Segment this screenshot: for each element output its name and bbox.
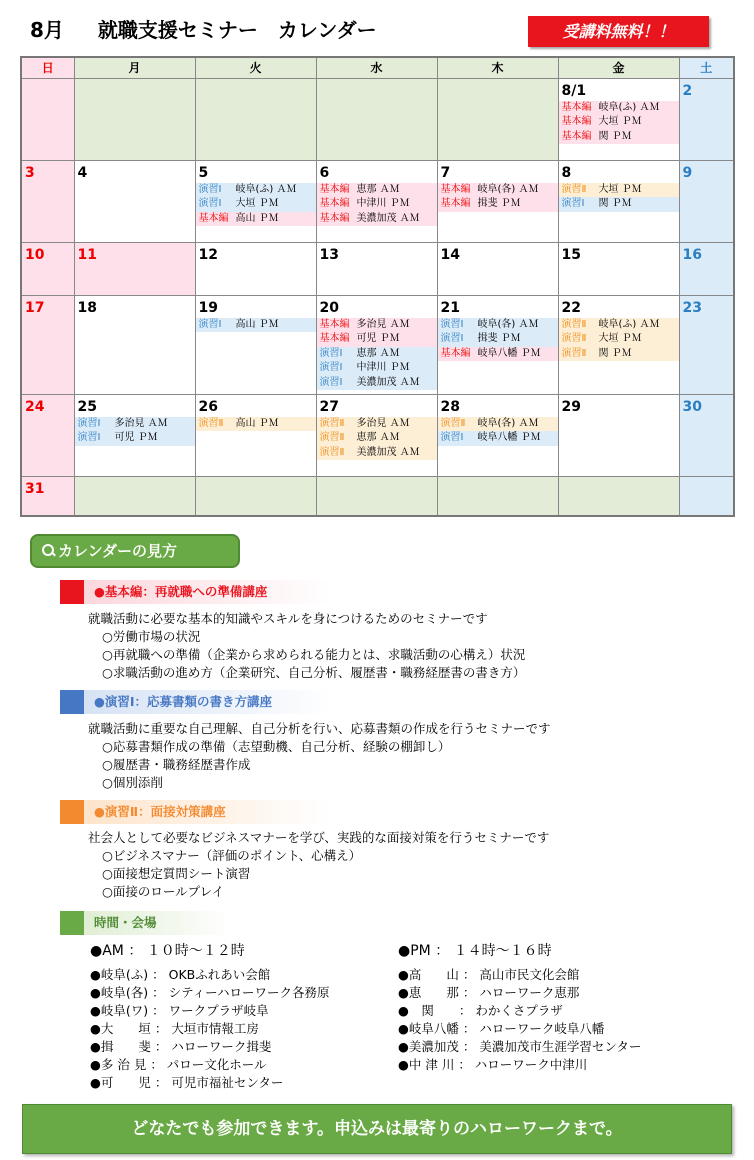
seminar-location: 恵那 ＡＭ: [356, 347, 400, 359]
seminar-event: [196, 212, 316, 227]
seminar-event: [196, 417, 316, 432]
section-ex1-desc: [88, 720, 551, 792]
venue-item: ●中 津 川 ： ハローワーク中津川: [398, 1057, 588, 1072]
calendar-guide-button: [30, 534, 240, 568]
seminar-tag: 演習Ⅱ: [440, 417, 466, 429]
venue-item: ●大 垣 ： 大垣市情報工房: [90, 1021, 259, 1036]
section-ex1-item: ○応募書類作成の準備（志望動機、自己分析、経験の棚卸し）: [102, 739, 451, 754]
time-am: ●AM ： １０時～１２時: [90, 943, 245, 959]
seminar-event: [196, 183, 316, 198]
calendar-day-cell: [74, 160, 195, 242]
seminar-tag: 基本編: [319, 333, 350, 344]
seminar-event: [438, 197, 558, 212]
section-ex2-title: ●演習Ⅱ：面接対策講座: [84, 800, 332, 824]
calendar-day-cell: [195, 160, 316, 242]
calendar-day-cell: [316, 295, 437, 394]
seminar-event: [317, 431, 437, 446]
seminar-event: [75, 431, 195, 446]
calendar-day-cell: [195, 476, 316, 516]
green-square-icon: [60, 911, 84, 935]
seminar-event: [559, 115, 679, 130]
section-ex1-title: ●演習Ⅰ：応募書類の書き方講座: [84, 690, 332, 714]
calendar-day-cell: [316, 394, 437, 476]
day-number: 24: [25, 398, 45, 415]
section-ex2-item: ○面接想定質問シート演習: [102, 866, 251, 881]
section-basic-header: [60, 580, 332, 604]
venue-list-left: [90, 942, 329, 1092]
day-number: 12: [198, 246, 218, 263]
calendar-week-row: [21, 78, 734, 160]
seminar-tag: 基本編: [319, 318, 350, 330]
seminar-event: [196, 318, 316, 333]
seminar-tag: 演習Ⅱ: [561, 318, 587, 330]
day-number: 6: [319, 164, 330, 181]
calendar-day-cell: [195, 242, 316, 295]
seminar-event: [438, 332, 558, 347]
calendar-day-cell: [74, 78, 195, 160]
section-basic-title: ●基本編：再就職への準備講座: [84, 580, 332, 604]
calendar-day-cell: [316, 160, 437, 242]
calendar-day-cell: [74, 242, 195, 295]
seminar-tag: 基本編: [198, 212, 229, 224]
seminar-location: 大垣 ＰＭ: [598, 183, 642, 195]
weekday-fri: 金: [558, 57, 679, 78]
calendar-day-cell: [558, 160, 679, 242]
seminar-event: [317, 197, 437, 212]
seminar-tag: 演習Ⅰ: [198, 198, 222, 209]
seminar-tag: 演習Ⅰ: [77, 417, 101, 429]
section-ex1-item: ○履歴書・職務経歴書作成: [102, 757, 251, 772]
section-basic-item: ○再就職への準備（企業から求められる能力とは、求職活動の心構え）状況: [102, 647, 526, 662]
day-number: 5: [198, 164, 209, 181]
seminar-event: [559, 332, 679, 347]
seminar-location: 岐阜八幡 ＰＭ: [477, 432, 541, 443]
venue-item: ●多 治 見 ： パロー文化ホール: [90, 1057, 267, 1072]
section-ex1-lead: 就職活動に重要な自己理解、自己分析を行い、応募書類の作成を行うセミナーです: [88, 721, 551, 736]
seminar-tag: 演習Ⅰ: [319, 347, 343, 359]
seminar-location: 恵那 ＡＭ: [356, 432, 400, 443]
seminar-location: 中津川 ＰＭ: [356, 362, 410, 373]
section-ex2-desc: [88, 829, 549, 901]
calendar-day-cell: [74, 394, 195, 476]
seminar-tag: 演習Ⅰ: [77, 432, 101, 443]
seminar-location: 関 ＰＭ: [598, 130, 632, 142]
seminar-tag: 演習Ⅰ: [561, 198, 585, 209]
weekday-tue: 火: [195, 57, 316, 78]
seminar-tag: 演習Ⅱ: [561, 183, 587, 195]
search-icon: [42, 544, 56, 558]
seminar-location: 美濃加茂 ＡＭ: [356, 212, 420, 224]
seminar-event: [317, 417, 437, 432]
day-number: 8: [561, 164, 572, 181]
seminar-location: 多治見 ＡＭ: [356, 318, 410, 330]
section-ex1-item: ○個別添削: [102, 775, 163, 790]
seminar-tag: 演習Ⅰ: [319, 376, 343, 388]
day-number: 10: [25, 246, 45, 263]
seminar-location: 揖斐 ＰＭ: [477, 198, 521, 209]
seminar-tag: 演習Ⅱ: [319, 417, 345, 429]
seminar-event: [317, 376, 437, 391]
title-text: 就職支援セミナー カレンダー: [97, 18, 377, 42]
weekday-mon: 月: [74, 57, 195, 78]
day-number: 7: [440, 164, 451, 181]
venue-item: ●恵 那 ： ハローワーク恵那: [398, 985, 580, 1000]
section-ex2-item: ○面接のロールプレイ: [102, 884, 225, 899]
seminar-location: 多治見 ＡＭ: [356, 417, 410, 429]
section-ex2-lead: 社会人として必要なビジネスマナーを学び、実践的な面接対策を行うセミナーです: [88, 830, 550, 845]
venue-item: ●可 児 ： 可児市福祉センター: [90, 1075, 284, 1090]
seminar-tag: 演習Ⅰ: [440, 432, 464, 443]
day-number: 29: [561, 398, 581, 415]
day-number: 15: [561, 246, 581, 263]
seminar-tag: 演習Ⅱ: [319, 446, 345, 458]
seminar-tag: 演習Ⅱ: [561, 347, 587, 359]
venue-item: ●岐阜(各) ： シティーハローワーク各務原: [90, 985, 330, 1000]
seminar-event: [196, 197, 316, 212]
seminar-event: [317, 332, 437, 347]
calendar-guide-label: カレンダーの見方: [58, 542, 178, 560]
calendar-day-cell: [21, 476, 74, 516]
venue-item: ●揖 斐 ： ハローワーク揖斐: [90, 1039, 272, 1054]
calendar-table: [20, 56, 735, 517]
seminar-event: [559, 318, 679, 333]
calendar-day-cell: [437, 160, 558, 242]
seminar-event: [438, 318, 558, 333]
day-number: 30: [682, 398, 702, 415]
seminar-event: [317, 446, 437, 461]
free-badge: 受講料無料！！: [528, 16, 709, 47]
calendar-day-cell: [21, 78, 74, 160]
seminar-tag: 演習Ⅰ: [440, 318, 464, 330]
seminar-event: [559, 101, 679, 116]
day-number: 22: [561, 299, 581, 316]
seminar-location: 岐阜(各) ＡＭ: [477, 183, 539, 195]
section-venue-title: 時間・会場: [84, 911, 230, 935]
seminar-tag: 基本編: [319, 212, 350, 224]
venue-item: ●岐阜(ふ) ： OKBふれあい会館: [90, 967, 271, 982]
seminar-event: [438, 347, 558, 362]
calendar-day-cell: [558, 242, 679, 295]
calendar-day-cell: [437, 295, 558, 394]
venue-item: ●岐阜(ワ) ： ワークプラザ岐阜: [90, 1003, 269, 1018]
seminar-event: [317, 361, 437, 376]
seminar-event: [317, 347, 437, 362]
calendar-day-cell: [21, 242, 74, 295]
seminar-location: 揖斐 ＰＭ: [477, 333, 521, 344]
calendar-day-cell: [558, 476, 679, 516]
calendar-day-cell: [679, 476, 734, 516]
day-number: 9: [682, 164, 693, 181]
seminar-location: 大垣 ＰＭ: [598, 116, 642, 127]
calendar-day-cell: [316, 242, 437, 295]
calendar-day-cell: [195, 394, 316, 476]
seminar-location: 大垣 ＰＭ: [598, 333, 642, 344]
seminar-event: [559, 347, 679, 362]
seminar-event: [438, 417, 558, 432]
day-number: 4: [77, 164, 88, 181]
venue-item: ●美濃加茂 ： 美濃加茂市生涯学習センター: [398, 1039, 642, 1054]
day-number: 20: [319, 299, 339, 316]
page-header: [0, 0, 754, 56]
section-basic-item: ○求職活動の進め方（企業研究、自己分析、履歴書・職務経歴書の書き方）: [102, 665, 526, 680]
day-number: 14: [440, 246, 460, 263]
weekday-sat: 土: [679, 57, 734, 78]
seminar-tag: 基本編: [561, 116, 592, 127]
calendar-day-cell: [437, 476, 558, 516]
seminar-location: 可児 ＰＭ: [356, 333, 400, 344]
day-number: 23: [682, 299, 702, 316]
calendar-day-cell: [679, 78, 734, 160]
seminar-event: [317, 183, 437, 198]
seminar-event: [559, 130, 679, 145]
seminar-tag: 演習Ⅱ: [319, 432, 345, 443]
section-ex2-item: ○ビジネスマナー（評価のポイント、心構え）: [102, 848, 362, 863]
seminar-location: 恵那 ＡＭ: [356, 183, 400, 195]
day-number: 18: [77, 299, 97, 316]
calendar-day-cell: [558, 78, 679, 160]
day-number: 27: [319, 398, 339, 415]
calendar-day-cell: [74, 295, 195, 394]
calendar-week-row: [21, 476, 734, 516]
day-number: 28: [440, 398, 460, 415]
seminar-tag: 基本編: [319, 183, 350, 195]
seminar-tag: 演習Ⅰ: [440, 333, 464, 344]
seminar-event: [438, 431, 558, 446]
venue-list-right: [398, 942, 641, 1074]
calendar-week-row: [21, 242, 734, 295]
day-number: 17: [25, 299, 45, 316]
seminar-location: 岐阜(ふ) ＡＭ: [598, 318, 660, 330]
weekday-header-row: [21, 57, 734, 78]
seminar-location: 美濃加茂 ＡＭ: [356, 376, 420, 388]
calendar-week-row: [21, 160, 734, 242]
day-number: 11: [77, 246, 97, 263]
seminar-event: [75, 417, 195, 432]
seminar-tag: 演習Ⅰ: [198, 183, 222, 195]
seminar-location: 関 ＰＭ: [598, 198, 632, 209]
seminar-event: [559, 197, 679, 212]
seminar-tag: 演習Ⅰ: [198, 318, 222, 330]
seminar-event: [559, 183, 679, 198]
seminar-tag: 演習Ⅱ: [198, 417, 224, 429]
seminar-tag: 基本編: [440, 183, 471, 195]
seminar-location: 関 ＰＭ: [598, 347, 632, 359]
day-number: 13: [319, 246, 339, 263]
seminar-tag: 基本編: [440, 198, 471, 209]
time-pm: ●PM ： １４時～１６時: [398, 943, 552, 959]
day-number: 26: [198, 398, 218, 415]
seminar-tag: 演習Ⅰ: [319, 362, 343, 373]
seminar-location: 中津川 ＰＭ: [356, 198, 410, 209]
day-number: 16: [682, 246, 702, 263]
seminar-location: 美濃加茂 ＡＭ: [356, 446, 420, 458]
calendar-day-cell: [21, 160, 74, 242]
seminar-location: 可児 ＰＭ: [114, 432, 158, 443]
section-basic-item: ○労働市場の状況: [102, 629, 201, 644]
calendar-day-cell: [195, 295, 316, 394]
seminar-tag: 基本編: [440, 347, 471, 359]
seminar-location: 岐阜(各) ＡＭ: [477, 318, 539, 330]
venue-item: ●高 山 ： 高山市民文化会館: [398, 967, 580, 982]
seminar-tag: 基本編: [561, 101, 592, 113]
seminar-event: [317, 212, 437, 227]
seminar-location: 高山 ＰＭ: [235, 318, 279, 330]
day-number: 19: [198, 299, 218, 316]
calendar-day-cell: [21, 295, 74, 394]
day-number: 21: [440, 299, 460, 316]
calendar-day-cell: [679, 295, 734, 394]
section-ex1-header: [60, 690, 332, 714]
blue-square-icon: [60, 690, 84, 714]
page-title: [30, 14, 377, 43]
seminar-location: 高山 ＰＭ: [235, 417, 279, 429]
calendar-week-row: [21, 394, 734, 476]
calendar-day-cell: [74, 476, 195, 516]
calendar-day-cell: [21, 394, 74, 476]
seminar-location: 岐阜(各) ＡＭ: [477, 417, 539, 429]
venue-item: ●岐阜八幡 ： ハローワーク岐阜八幡: [398, 1021, 605, 1036]
seminar-location: 岐阜(ふ) ＡＭ: [598, 101, 660, 113]
month-label: 8月: [30, 18, 64, 42]
calendar-day-cell: [679, 394, 734, 476]
calendar-week-row: [21, 295, 734, 394]
seminar-location: 岐阜八幡 ＰＭ: [477, 347, 541, 359]
calendar-day-cell: [679, 242, 734, 295]
seminar-tag: 演習Ⅱ: [561, 333, 587, 344]
section-ex2-header: [60, 800, 332, 824]
calendar-day-cell: [437, 78, 558, 160]
day-number: 25: [77, 398, 97, 415]
weekday-wed: 水: [316, 57, 437, 78]
day-number: 8/1: [561, 82, 587, 99]
calendar-day-cell: [316, 78, 437, 160]
seminar-tag: 基本編: [319, 198, 350, 209]
calendar-day-cell: [437, 242, 558, 295]
seminar-location: 大垣 ＰＭ: [235, 198, 279, 209]
orange-square-icon: [60, 800, 84, 824]
calendar-day-cell: [195, 78, 316, 160]
seminar-event: [317, 318, 437, 333]
section-venue-header: [60, 911, 230, 935]
day-number: 3: [25, 164, 35, 181]
weekday-thu: 木: [437, 57, 558, 78]
section-basic-desc: [88, 610, 525, 682]
seminar-tag: 基本編: [561, 130, 592, 142]
section-basic-lead: 就職活動に必要な基本的知識やスキルを身につけるためのセミナーです: [88, 611, 488, 626]
calendar-day-cell: [558, 295, 679, 394]
calendar-day-cell: [316, 476, 437, 516]
weekday-sun: 日: [21, 57, 74, 78]
day-number: 31: [25, 480, 45, 497]
seminar-location: 高山 ＰＭ: [235, 212, 279, 224]
footer-banner: どなたでも参加できます。申込みは最寄りのハローワークまで。: [22, 1104, 732, 1154]
day-number: 2: [682, 82, 693, 99]
calendar-day-cell: [437, 394, 558, 476]
calendar-day-cell: [558, 394, 679, 476]
red-square-icon: [60, 580, 84, 604]
calendar-day-cell: [679, 160, 734, 242]
seminar-location: 岐阜(ふ) ＡＭ: [235, 183, 297, 195]
venue-item: ● 関 ： わかくさプラザ: [398, 1003, 563, 1018]
seminar-event: [438, 183, 558, 198]
seminar-location: 多治見 ＡＭ: [114, 417, 168, 429]
